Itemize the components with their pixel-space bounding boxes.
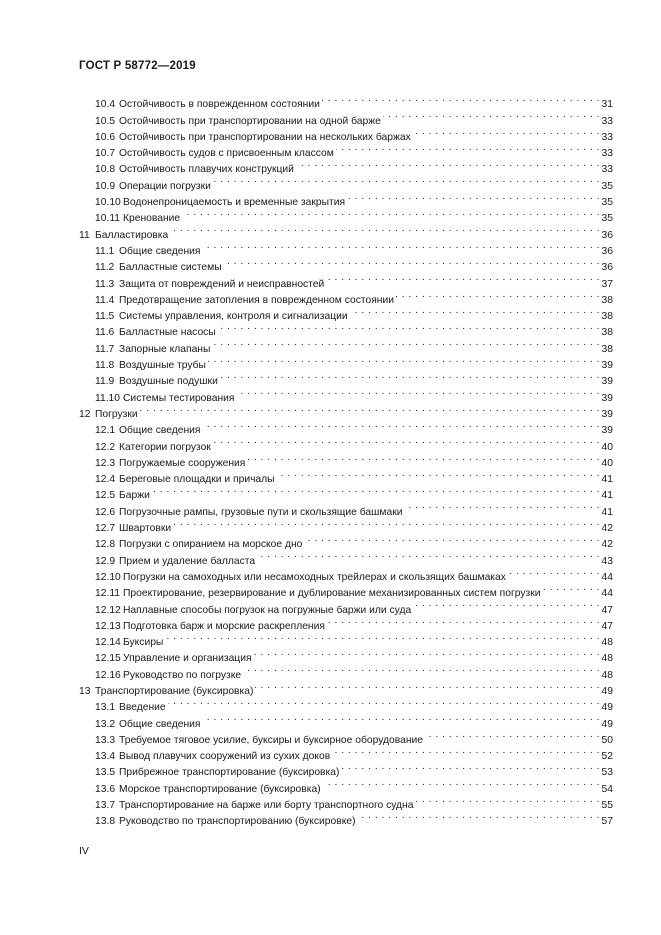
toc-title: Буксиры <box>123 637 164 649</box>
toc-number: 13.6 <box>95 783 116 795</box>
dot-leader <box>404 498 600 514</box>
dot-leader <box>425 727 600 743</box>
dot-leader <box>304 531 600 547</box>
toc-number: 13.5 <box>95 767 116 779</box>
toc-page-number: 39 <box>601 408 613 420</box>
toc-number: 12.3 <box>95 457 116 469</box>
dot-leader <box>173 515 600 531</box>
toc-title: Системы тестирования <box>123 392 235 404</box>
dot-leader <box>296 156 600 172</box>
dot-leader <box>170 221 600 237</box>
dot-leader <box>347 189 600 205</box>
toc-title: Проектирование, резервирование и дублирование механизированных систем погрузки <box>123 588 541 600</box>
toc-title: Запорные клапаны <box>119 343 211 355</box>
toc-page-number: 53 <box>601 767 613 779</box>
toc-page-number: 38 <box>601 343 613 355</box>
toc-title: Балластировка <box>95 229 169 241</box>
dot-leader <box>358 808 601 824</box>
toc-number: 13.7 <box>95 800 116 812</box>
toc-title: Остойчивость при транспортировании на одной барже <box>119 115 381 127</box>
dot-leader <box>243 661 600 677</box>
toc-number: 11.5 <box>95 311 115 323</box>
toc-title: Общие сведения <box>119 718 201 730</box>
toc-title: Остойчивость при транспортировании на нескольких баржах <box>119 131 411 143</box>
toc-number: 12.8 <box>95 539 116 551</box>
toc-title: Остойчивость судов с присвоенным классом <box>119 148 334 160</box>
toc-number: 10.6 <box>95 131 116 143</box>
toc-page-number: 47 <box>601 620 613 632</box>
toc-page-number: 33 <box>601 115 613 127</box>
toc-number: 12.2 <box>95 441 116 453</box>
toc-number: 12.4 <box>95 474 116 486</box>
toc-entry[interactable] <box>79 498 613 518</box>
dot-leader <box>336 140 600 156</box>
table-of-contents <box>79 91 613 828</box>
toc-number: 11.9 <box>95 376 115 388</box>
dot-leader <box>152 482 600 498</box>
toc-number: 13 <box>79 685 91 697</box>
dot-leader <box>413 124 600 140</box>
toc-title: Прием и удаление балласта <box>119 555 256 567</box>
toc-title: Швартовки <box>119 523 172 535</box>
dot-leader <box>202 417 600 433</box>
toc-page-number: 37 <box>601 278 613 290</box>
dot-leader <box>140 401 600 417</box>
toc-page-number: 36 <box>601 262 613 274</box>
dot-leader <box>277 466 600 482</box>
toc-page-number: 40 <box>601 457 613 469</box>
toc-title: Остойчивость в поврежденном состоянии <box>119 99 320 111</box>
dot-leader <box>247 450 600 466</box>
dot-leader <box>213 433 600 449</box>
toc-entry[interactable] <box>79 91 613 111</box>
dot-leader <box>202 238 600 254</box>
dot-leader <box>212 335 600 351</box>
toc-page-number: 36 <box>601 229 613 241</box>
toc-number: 11.8 <box>95 360 115 372</box>
toc-title: Категории погрузок <box>119 441 211 453</box>
toc-title: Баржи <box>119 490 150 502</box>
toc-page-number: 43 <box>601 555 613 567</box>
dot-leader <box>327 613 600 629</box>
toc-page-number: 35 <box>601 180 613 192</box>
dot-leader <box>383 107 600 123</box>
toc-title: Общие сведения <box>119 425 201 437</box>
toc-page-number: 54 <box>601 783 613 795</box>
toc-number: 13.2 <box>95 718 116 730</box>
toc-page-number: 52 <box>601 751 613 763</box>
toc-number: 11.3 <box>95 278 115 290</box>
toc-number: 12 <box>79 408 91 420</box>
dot-leader <box>220 368 600 384</box>
toc-number: 12.1 <box>95 425 116 437</box>
dot-leader <box>508 564 600 580</box>
toc-title: Погрузки <box>95 408 138 420</box>
toc-title: Водонепроницаемость и временные закрытия <box>123 197 346 209</box>
toc-number: 10.4 <box>95 99 116 111</box>
toc-page-number: 33 <box>601 131 613 143</box>
toc-number: 11.4 <box>95 294 115 306</box>
toc-title: Операции погрузки <box>119 180 211 192</box>
dot-leader <box>213 172 600 188</box>
dot-leader <box>542 580 600 596</box>
toc-section[interactable] <box>79 401 613 420</box>
toc-number: 13.1 <box>95 702 116 714</box>
toc-page-number: 38 <box>601 327 613 339</box>
toc-page-number: 48 <box>601 653 613 665</box>
toc-page-number: 42 <box>601 539 613 551</box>
dot-leader <box>218 319 600 335</box>
toc-number: 12.12 <box>95 604 121 616</box>
toc-page-number: 35 <box>601 213 613 225</box>
dot-leader <box>323 775 600 791</box>
toc-page-number: 40 <box>601 441 613 453</box>
toc-title: Транспортирование на барже или борту транспортного судна <box>119 800 414 812</box>
toc-title: Воздушные трубы <box>119 360 206 372</box>
toc-page-number: 49 <box>601 702 613 714</box>
toc-title: Погружаемые сооружения <box>119 457 246 469</box>
toc-number: 11.10 <box>95 392 121 404</box>
toc-number: 10.5 <box>95 115 116 127</box>
toc-page-number: 44 <box>601 571 613 583</box>
dot-leader <box>322 91 600 107</box>
dot-leader <box>332 743 600 759</box>
toc-page-number: 55 <box>601 800 613 812</box>
dot-leader <box>208 352 600 368</box>
dot-leader <box>254 645 600 661</box>
toc-number: 12.15 <box>95 653 121 665</box>
dot-leader <box>202 710 600 726</box>
toc-page-number: 36 <box>601 245 613 257</box>
toc-number: 12.13 <box>95 620 121 632</box>
toc-page-number: 38 <box>601 311 613 323</box>
toc-title: Погрузки на самоходных или несамоходных трейлерах и скользящих башмаках <box>123 571 506 583</box>
toc-title: Защита от повреждений и неисправностей <box>119 278 325 290</box>
toc-page-number: 39 <box>601 376 613 388</box>
toc-title: Подготовка барж и морские раскрепления <box>123 620 325 632</box>
toc-page-number: 35 <box>601 197 613 209</box>
toc-title: Вывод плавучих сооружений из сухих доков <box>119 751 331 763</box>
toc-number: 12.7 <box>95 523 116 535</box>
toc-page-number: 39 <box>601 425 613 437</box>
toc-page-number: 44 <box>601 588 613 600</box>
toc-page-number: 47 <box>601 604 613 616</box>
dot-leader <box>326 270 600 286</box>
toc-page-number: 49 <box>601 685 613 697</box>
page-number: IV <box>79 845 89 857</box>
dot-leader <box>237 384 601 400</box>
toc-page-number: 50 <box>601 734 613 746</box>
toc-page-number: 41 <box>601 506 613 518</box>
toc-title: Балластные системы <box>119 262 222 274</box>
toc-title: Предотвращение затопления в поврежденном состоянии <box>119 294 394 306</box>
toc-title: Морское транспортирование (буксировка) <box>119 783 321 795</box>
toc-number: 11.6 <box>95 327 115 339</box>
toc-title: Остойчивость плавучих конструкций <box>119 164 294 176</box>
toc-number: 11.7 <box>95 343 115 355</box>
toc-number: 11 <box>79 229 90 241</box>
dot-leader <box>255 678 600 694</box>
toc-number: 12.5 <box>95 490 116 502</box>
toc-number: 13.3 <box>95 734 116 746</box>
toc-number: 12.14 <box>95 637 121 649</box>
toc-title: Системы управления, контроля и сигнализации <box>119 311 348 323</box>
toc-page-number: 38 <box>601 294 613 306</box>
toc-number: 10.10 <box>95 197 121 209</box>
toc-number: 10.8 <box>95 164 116 176</box>
toc-number: 10.9 <box>95 180 116 192</box>
toc-number: 11.2 <box>95 262 115 274</box>
toc-title: Требуемое тяговое усилие, буксиры и буксирное оборудование <box>119 734 423 746</box>
toc-title: Погрузочные рампы, грузовые пути и скользящие башмаки <box>119 506 403 518</box>
toc-title: Введение <box>119 702 166 714</box>
toc-page-number: 39 <box>601 392 613 404</box>
toc-number: 10.11 <box>95 213 121 225</box>
toc-page-number: 33 <box>601 148 613 160</box>
toc-title: Управление и организация <box>123 653 252 665</box>
toc-page-number: 39 <box>601 360 613 372</box>
toc-entry[interactable] <box>79 417 613 437</box>
toc-title: Воздушные подушки <box>119 376 218 388</box>
toc-title: Наплавные способы погрузок на погружные баржи или суда <box>123 604 412 616</box>
toc-title: Балластные насосы <box>119 327 216 339</box>
toc-title: Руководство по транспортированию (буксировке) <box>119 816 356 828</box>
dot-leader <box>341 759 600 775</box>
toc-title: Береговые площадки и причалы <box>119 474 275 486</box>
toc-title: Общие сведения <box>119 245 201 257</box>
toc-number: 12.16 <box>95 669 121 681</box>
dot-leader <box>413 596 600 612</box>
dot-leader <box>415 792 600 808</box>
toc-page-number: 41 <box>601 490 613 502</box>
toc-number: 13.8 <box>95 816 116 828</box>
toc-title: Транспортирование (буксировка) <box>95 685 254 697</box>
toc-page-number: 31 <box>601 99 613 111</box>
dot-leader <box>165 629 600 645</box>
dot-leader <box>350 303 600 319</box>
dot-leader <box>168 694 600 710</box>
toc-number: 10.7 <box>95 148 116 160</box>
dot-leader <box>224 254 600 270</box>
document-header: ГОСТ Р 58772—2019 <box>79 60 196 72</box>
toc-title: Руководство по погрузке <box>123 669 242 681</box>
toc-page-number: 48 <box>601 669 613 681</box>
toc-title: Прибрежное транспортирование (буксировка) <box>119 767 340 779</box>
toc-page-number: 41 <box>601 474 613 486</box>
toc-number: 13.4 <box>95 751 116 763</box>
dot-leader <box>396 287 600 303</box>
toc-number: 11.1 <box>95 245 115 257</box>
dot-leader <box>182 205 600 221</box>
toc-page-number: 48 <box>601 637 613 649</box>
toc-number: 12.11 <box>95 588 121 600</box>
toc-page-number: 49 <box>601 718 613 730</box>
toc-page-number: 57 <box>601 816 613 828</box>
toc-number: 12.10 <box>95 571 121 583</box>
toc-number: 12.9 <box>95 555 116 567</box>
toc-number: 12.6 <box>95 506 116 518</box>
toc-entry[interactable] <box>79 482 613 502</box>
toc-title: Погрузки с опиранием на морское дно <box>119 539 303 551</box>
toc-page-number: 42 <box>601 523 613 535</box>
toc-title: Кренование <box>123 213 181 225</box>
dot-leader <box>257 547 600 563</box>
toc-page-number: 33 <box>601 164 613 176</box>
